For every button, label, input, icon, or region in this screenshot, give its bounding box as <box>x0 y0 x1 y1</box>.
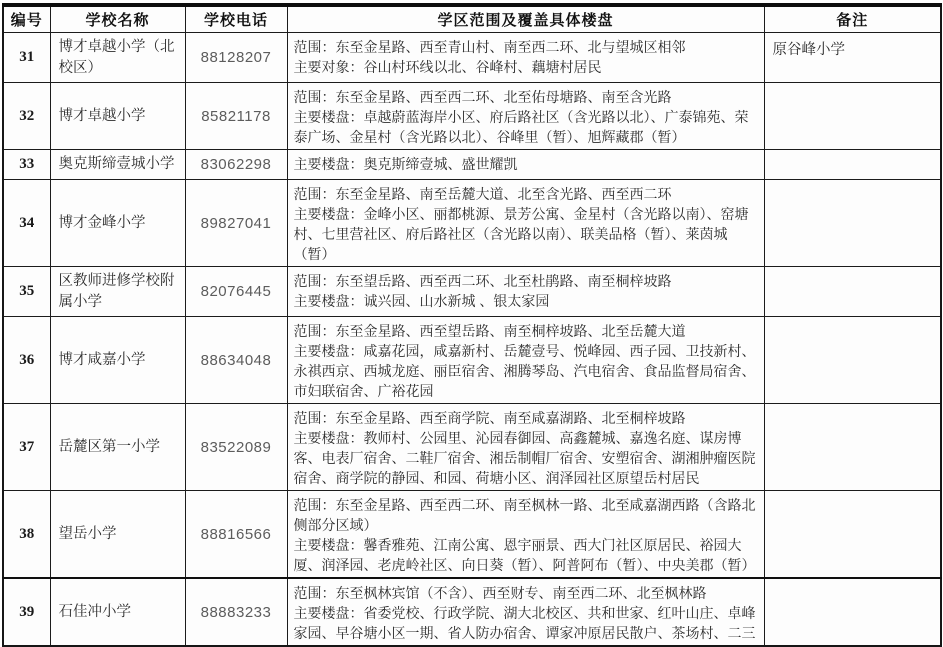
remark-cell: 原谷峰小学 <box>764 33 941 83</box>
school-name: 博才卓越小学 <box>50 83 185 150</box>
school-name: 博才咸嘉小学 <box>50 317 185 404</box>
properties-line: 主要楼盘：诚兴园、山水新城 、银太家园 <box>293 293 550 309</box>
school-phone: 88634048 <box>185 317 287 404</box>
range-line: 范围：东至金星路、西至商学院、南至咸嘉湖路、北至桐梓坡路 <box>293 410 686 426</box>
properties-line: 主要楼盘：咸嘉花园，咸嘉新村、岳麓壹号、悦峰园、西子园、卫技新村、永祺西京、西城龙庭、丽臣宿舍、湘腾琴岛、汽电宿舍、食品监督局宿舍、市妇联宿舍、广裕花园 <box>293 343 756 399</box>
row-number: 32 <box>3 83 50 150</box>
header-school-name: 学校名称 <box>50 5 185 33</box>
district-range-cell <box>287 33 764 83</box>
district-range-cell <box>287 83 764 150</box>
properties-line: 主要楼盘：馨香雅苑、江南公寓、恩宇丽景、西大门社区原居民、裕园大厦、润泽园、老虎岭社区、向日葵（暂）、阿普阿布（暂）、中央美郡（暂） <box>293 537 756 573</box>
remark-cell <box>764 317 941 404</box>
school-name: 博才金峰小学 <box>50 180 185 267</box>
remark-cell <box>764 150 941 180</box>
district-range-cell <box>287 150 764 180</box>
remark-cell <box>764 83 941 150</box>
school-name: 区教师进修学校附属小学 <box>50 267 185 317</box>
properties-line: 主要楼盘：卓越蔚蓝海岸小区、府后路社区（含光路以北）、广泰锦苑、荣泰广场、金星村（含光路以北）、谷峰里（暂）、旭辉藏郡（暂） <box>293 109 749 145</box>
table-row <box>3 267 941 317</box>
properties-line: 主要楼盘：金峰小区、丽都桃源、景芳公寓、金星村（含光路以南）、窑塘村、七里营社区、府后路社区（含光路以南）、联美品格（暂）、莱茵城（暂） <box>293 206 749 262</box>
table-row <box>3 150 941 180</box>
row-number: 38 <box>3 491 50 579</box>
row-number: 36 <box>3 317 50 404</box>
range-line: 范围：东至望岳路、西至西二环、北至杜鹃路、南至桐梓坡路 <box>293 273 672 289</box>
district-range-cell <box>287 267 764 317</box>
range-line: 范围：东至金星路、西至青山村、南至西二环、北与望城区相邻 <box>293 39 686 55</box>
remark-cell <box>764 267 941 317</box>
table-row <box>3 180 941 267</box>
table-row <box>3 491 941 579</box>
district-range-cell <box>287 578 764 646</box>
school-phone: 83062298 <box>185 150 287 180</box>
district-range-cell <box>287 404 764 491</box>
school-name: 博才卓越小学（北校区） <box>50 33 185 83</box>
school-phone: 88128207 <box>185 33 287 83</box>
remark-cell <box>764 180 941 267</box>
properties-line: 主要楼盘：省委党校、行政学院、湖大北校区、共和世家、红叶山庄、卓峰家园、早谷塘小区一期、省人防办宿舍、谭家冲原居民散户、茶场村、二三 <box>293 605 756 641</box>
school-phone: 88883233 <box>185 578 287 646</box>
school-phone: 89827041 <box>185 180 287 267</box>
table-row <box>3 404 941 491</box>
school-district-table <box>2 3 942 647</box>
school-phone: 88816566 <box>185 491 287 579</box>
school-name: 奥克斯缔壹城小学 <box>50 150 185 180</box>
row-number: 37 <box>3 404 50 491</box>
district-range-cell <box>287 180 764 267</box>
properties-line: 主要对象：谷山村环线以北、谷峰村、藕塘村居民 <box>293 59 602 75</box>
header-number: 编号 <box>3 5 50 33</box>
row-number: 31 <box>3 33 50 83</box>
school-phone: 83522089 <box>185 404 287 491</box>
properties-line: 主要楼盘：奥克斯缔壹城、盛世耀凯 <box>293 156 518 172</box>
range-line: 范围：东至金星路、西至西二环、南至枫林一路、北至咸嘉湖西路（含路北侧部分区域） <box>293 497 756 533</box>
header-remark: 备注 <box>764 5 941 33</box>
school-phone: 85821178 <box>185 83 287 150</box>
range-line: 范围：东至枫林宾馆（不含）、西至财专、南至西二环、北至枫林路 <box>293 585 707 601</box>
properties-line: 主要楼盘：教师村、公园里、沁园春御园、高鑫麓城、嘉逸名庭、谋房博客、电表厂宿舍、二鞋厂宿舍、湘岳制帽厂宿舍、安塑宿舍、湖湘肿瘤医院宿舍、商学院的静园、和园、荷塘小区、润泽园社区原望岳村居民 <box>293 430 756 486</box>
remark-cell <box>764 404 941 491</box>
table-row <box>3 317 941 404</box>
row-number: 33 <box>3 150 50 180</box>
row-number: 39 <box>3 578 50 646</box>
school-name: 岳麓区第一小学 <box>50 404 185 491</box>
range-line: 范围：东至金星路、西至西二环、北至佑母塘路、南至含光路 <box>293 89 672 105</box>
row-number: 35 <box>3 267 50 317</box>
range-line: 范围：东至金星路、南至岳麓大道、北至含光路、西至西二环 <box>293 186 672 202</box>
district-range-cell <box>287 491 764 579</box>
row-number: 34 <box>3 180 50 267</box>
remark-cell <box>764 491 941 579</box>
remark-cell <box>764 578 941 646</box>
header-district-range: 学区范围及覆盖具体楼盘 <box>287 5 764 33</box>
school-name: 石佳冲小学 <box>50 578 185 646</box>
table-row <box>3 578 941 646</box>
range-line: 范围：东至金星路、西至望岳路、南至桐梓坡路、北至岳麓大道 <box>293 323 686 339</box>
school-phone: 82076445 <box>185 267 287 317</box>
header-school-phone: 学校电话 <box>185 5 287 33</box>
table-row <box>3 33 941 83</box>
school-name: 望岳小学 <box>50 491 185 579</box>
table-header-row <box>3 5 941 33</box>
district-range-cell <box>287 317 764 404</box>
table-row <box>3 83 941 150</box>
